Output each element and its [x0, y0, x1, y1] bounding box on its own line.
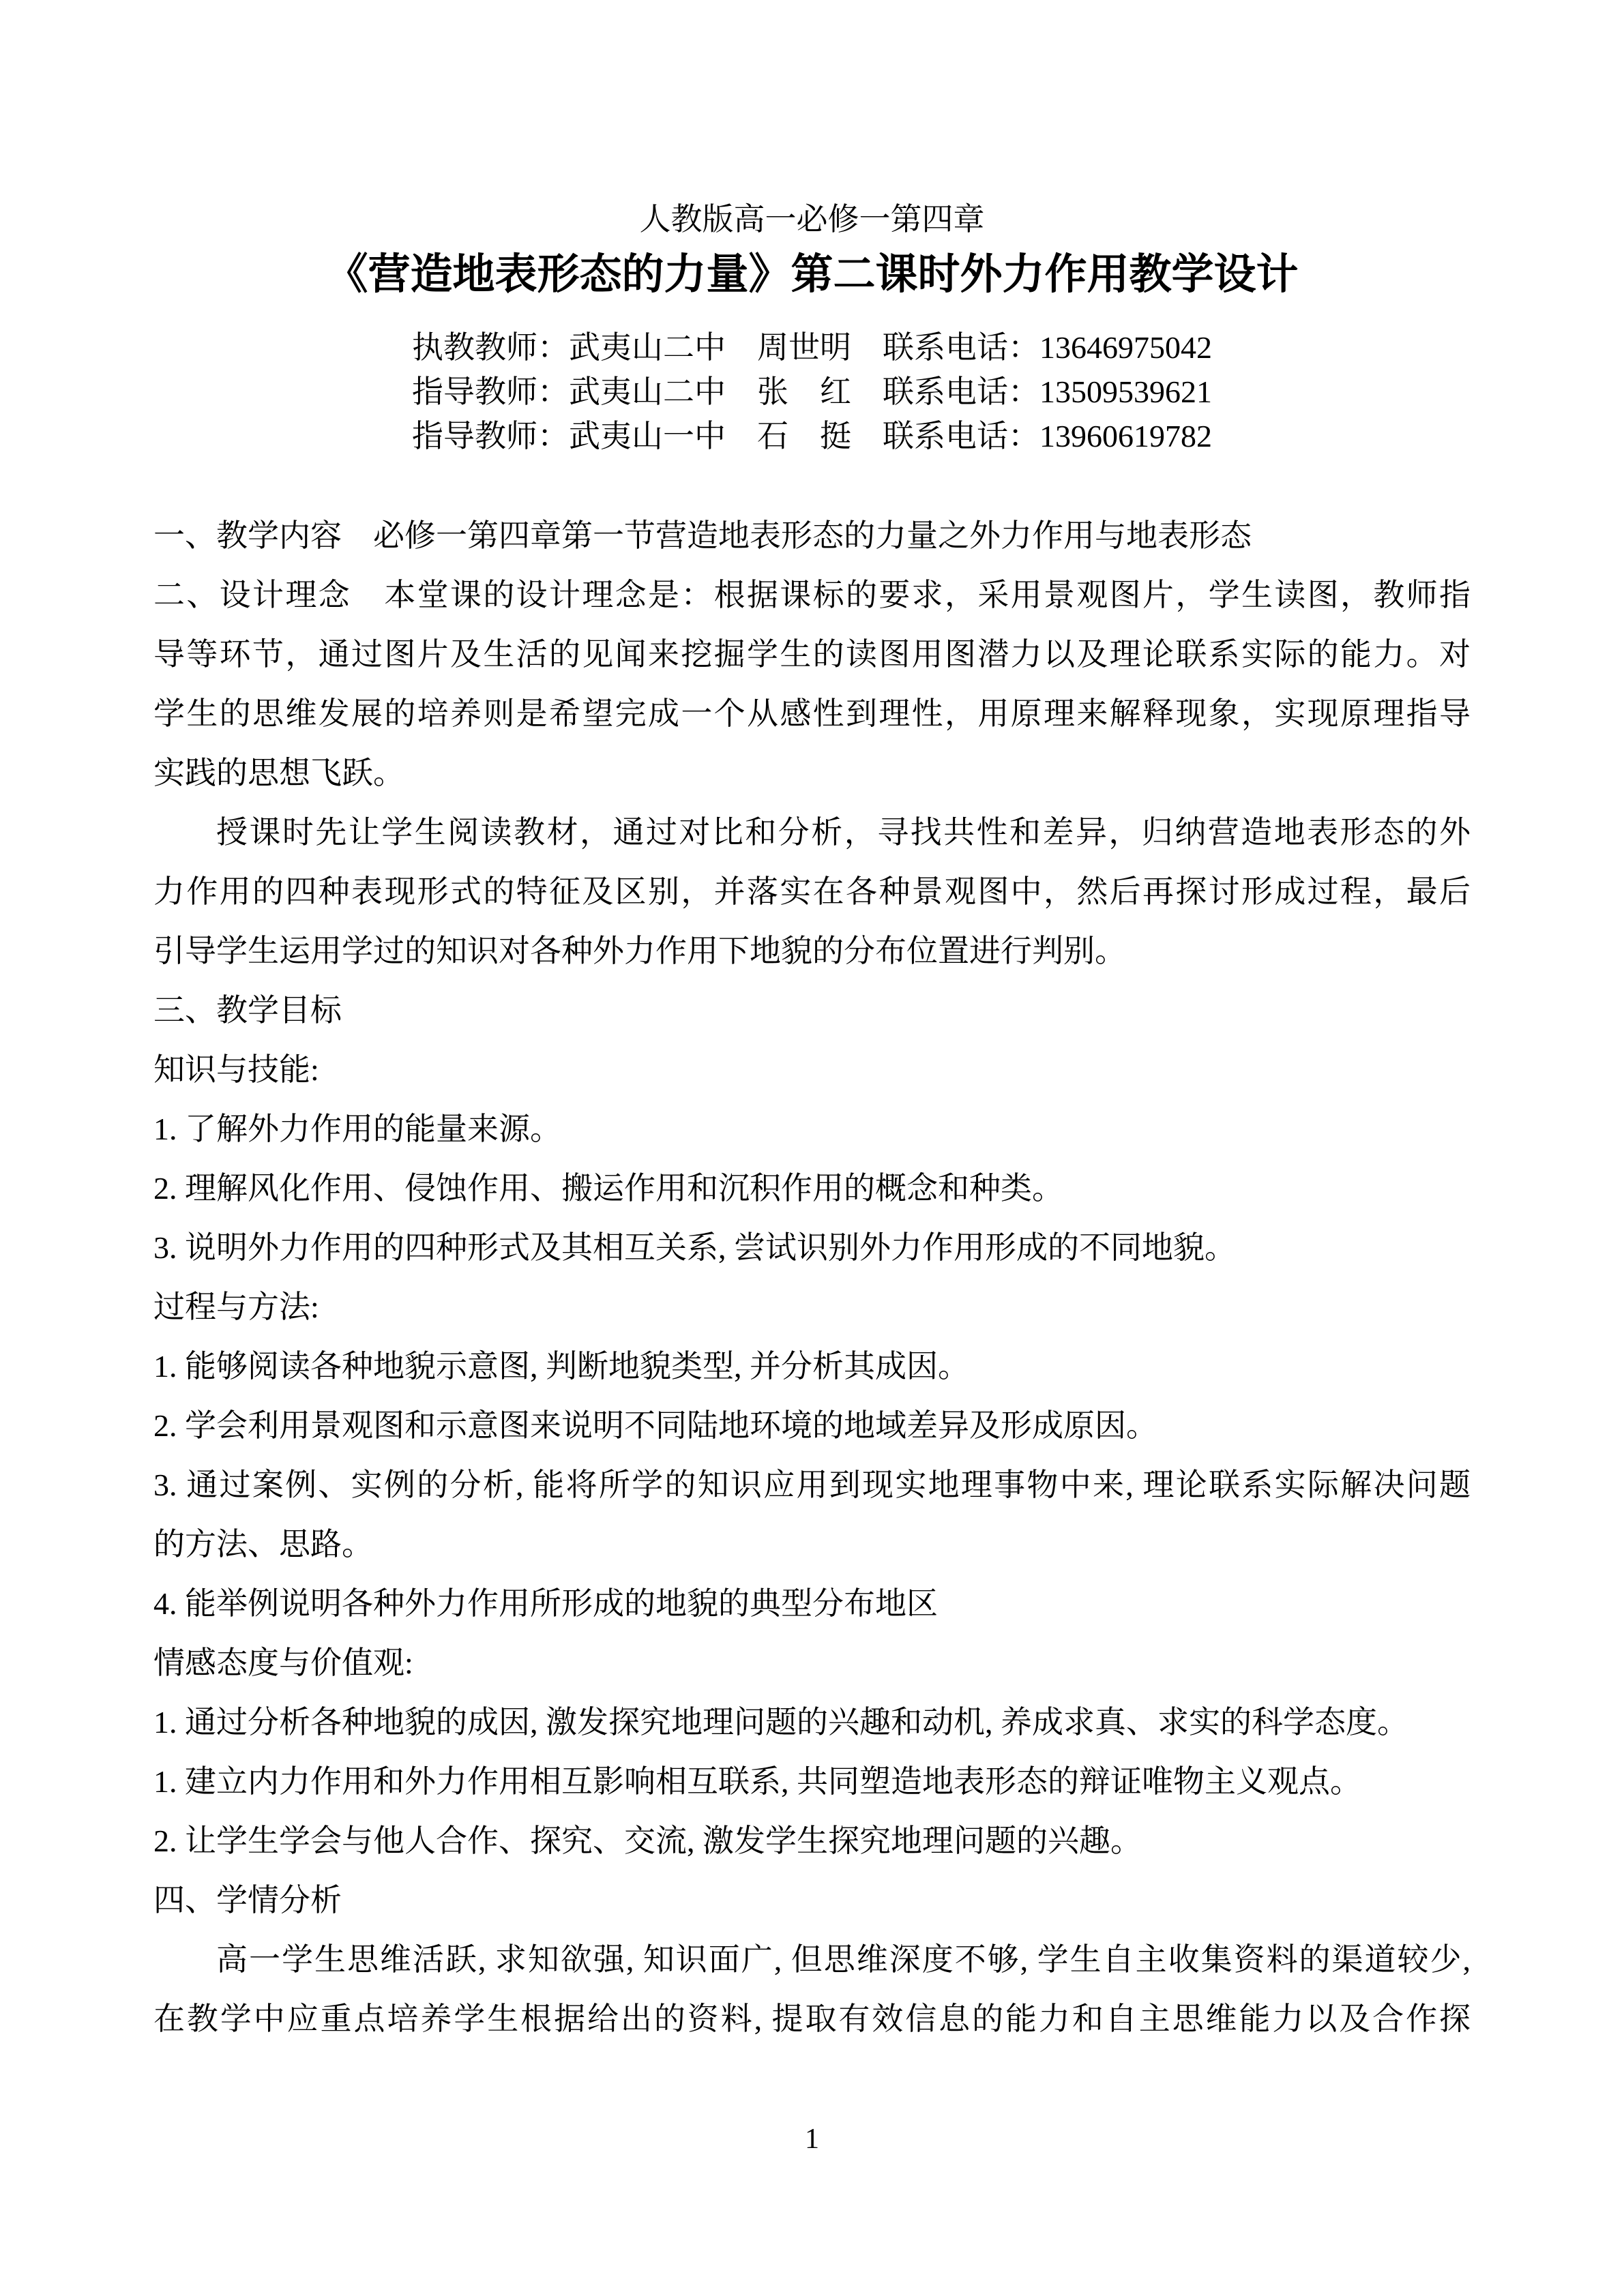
paragraph [153, 1040, 1471, 1099]
teacher-info-lines [412, 325, 1212, 458]
text-line: 高一学生思维活跃, 求知欲强, 知识面广, 但思维深度不够, 学生自主收集资料的渠道较少, [216, 1942, 1471, 1977]
paragraph [153, 1930, 1471, 2048]
text-line: 实践的思想飞跃。 [153, 756, 404, 790]
paragraph [153, 1574, 1471, 1633]
paragraph [153, 1218, 1471, 1277]
paragraph [153, 803, 1471, 981]
text-line: 引导学生运用学过的知识对各种外力作用下地貌的分布位置进行判别。 [153, 934, 1126, 968]
paragraph [153, 1633, 1471, 1693]
paragraph [153, 1455, 1471, 1574]
text-line: 3. 说明外力作用的四种形式及其相互关系, 尝试识别外力作用形成的不同地貌。 [153, 1230, 1236, 1265]
text-line: 1. 通过分析各种地貌的成因, 激发探究地理问题的兴趣和动机, 养成求真、求实的科学态度。 [153, 1705, 1408, 1740]
text-line: 学生的思维发展的培养则是希望完成一个从感性到理性，用原理来解释现象，实现原理指导 [153, 696, 1471, 731]
text-line: 二、设计理念 本堂课的设计理念是：根据课标的要求，采用景观图片，学生读图，教师指 [153, 578, 1471, 612]
paragraph [153, 565, 1471, 803]
text-line: 1. 建立内力作用和外力作用相互影响相互联系, 共同塑造地表形态的辩证唯物主义观点。 [153, 1764, 1361, 1799]
text-line: 力作用的四种表现形式的特征及区别，并落实在各种景观图中，然后再探讨形成过程，最后 [153, 874, 1471, 909]
text-line: 2. 学会利用景观图和示意图来说明不同陆地环境的地域差异及形成原因。 [153, 1408, 1157, 1443]
paragraph [153, 981, 1471, 1040]
text-line: 2. 理解风化作用、侵蚀作用、搬运作用和沉积作用的概念和种类。 [153, 1171, 1063, 1206]
paragraph [153, 1396, 1471, 1455]
paragraph [153, 1811, 1471, 1870]
text-line: 3. 通过案例、实例的分析, 能将所学的知识应用到现实地理事物中来, 理论联系实际解决问题 [153, 1467, 1471, 1502]
paragraph [153, 1337, 1471, 1396]
text-line: 授课时先让学生阅读教材，通过对比和分析，寻找共性和差异，归纳营造地表形态的外 [216, 815, 1471, 850]
text-line: 过程与方法: [153, 1289, 319, 1324]
paragraph [153, 1693, 1471, 1752]
text-line: 三、教学目标 [153, 993, 342, 1028]
paragraph [153, 1159, 1471, 1218]
text-line: 情感态度与价值观: [153, 1645, 413, 1680]
series-title: 人教版高一必修一第四章 [639, 202, 985, 237]
teacher-info-block [0, 325, 1624, 458]
paragraph [153, 1099, 1471, 1159]
page-number: 1 [805, 2123, 819, 2155]
paragraph [153, 506, 1471, 565]
text-line: 导等环节，通过图片及生活的见闻来挖掘学生的读图用图潜力以及理论联系实际的能力。对 [153, 637, 1471, 672]
text-line: 一、教学内容 必修一第四章第一节营造地表形态的力量之外力作用与地表形态 [153, 518, 1252, 553]
text-line: 4. 能举例说明各种外力作用所形成的地貌的典型分布地区 [153, 1586, 938, 1621]
document-title: 《营造地表形态的力量》第二课时外力作用教学设计 [325, 252, 1299, 298]
paragraph [153, 1870, 1471, 1930]
teacher-info-line: 指导教师：武夷山一中 石 挺 联系电话：13960619782 [412, 419, 1212, 453]
text-line: 在教学中应重点培养学生根据给出的资料, 提取有效信息的能力和自主思维能力以及合作探 [153, 2001, 1471, 2036]
teacher-info-line: 执教教师：武夷山二中 周世明 联系电话：13646975042 [412, 330, 1212, 365]
text-line: 1. 能够阅读各种地貌示意图, 判断地貌类型, 并分析其成因。 [153, 1349, 969, 1384]
teacher-info-line: 指导教师：武夷山二中 张 红 联系电话：13509539621 [412, 374, 1212, 409]
paragraph [153, 1277, 1471, 1337]
document-body [153, 506, 1471, 2048]
text-line: 知识与技能: [153, 1052, 319, 1087]
paragraph [153, 1752, 1471, 1811]
text-line: 四、学情分析 [153, 1883, 342, 1918]
text-line: 2. 让学生学会与他人合作、探究、交流, 激发学生探究地理问题的兴趣。 [153, 1823, 1142, 1858]
text-line: 1. 了解外力作用的能量来源。 [153, 1112, 561, 1146]
text-line: 的方法、思路。 [153, 1527, 373, 1562]
